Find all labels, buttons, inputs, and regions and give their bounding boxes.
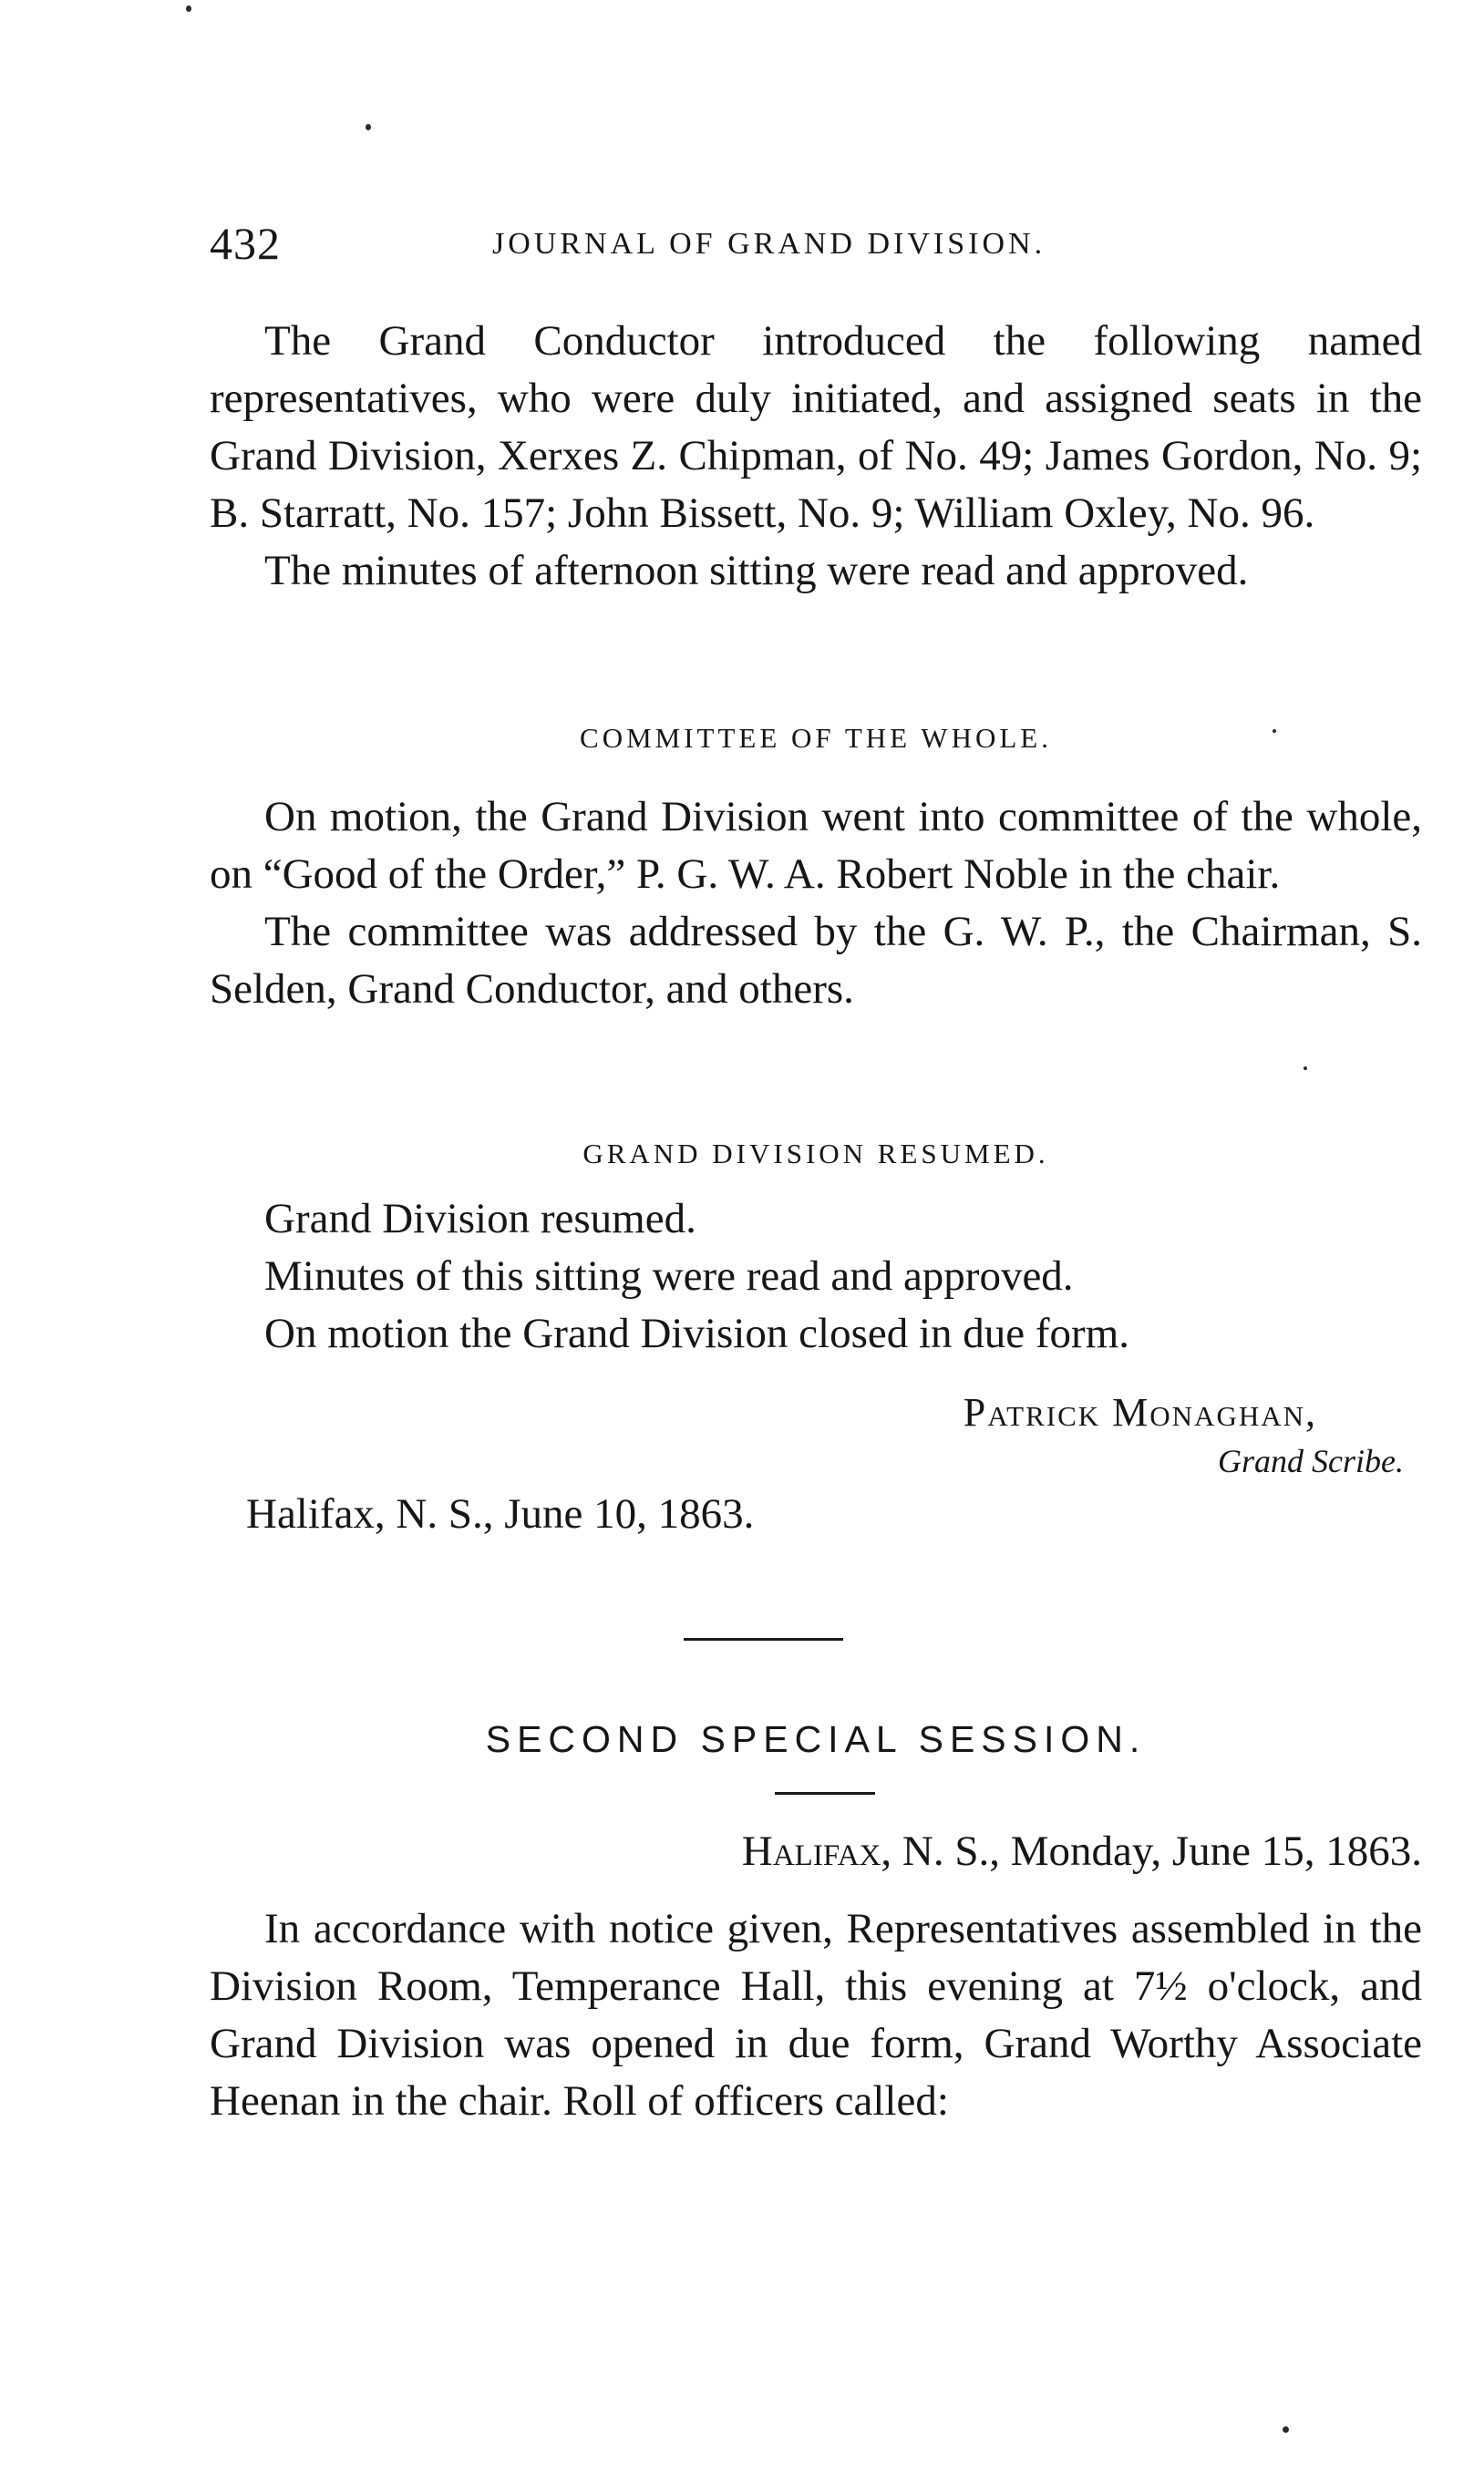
section-heading-resumed: GRAND DIVISION RESUMED. xyxy=(582,1138,1049,1169)
session-dateline-place: Halifax, xyxy=(741,1828,892,1875)
text-block-session xyxy=(210,1900,1422,2130)
session-rule xyxy=(775,1792,875,1795)
dateline: Halifax, N. S., June 10, 1863. xyxy=(246,1490,755,1538)
signature-block xyxy=(210,1387,1422,1488)
paragraph-session-opening: In accordance with notice given, Representatives assembled in the Division Room, Temperance Hall, this evening at 7½ o'clock, and Grand Division was opened in due form, Grand Worthy Associate Heenan in the chair. Roll of officers called: xyxy=(210,1905,1422,2125)
signature-title: Grand Scribe. xyxy=(1218,1443,1404,1479)
scan-speck xyxy=(366,124,371,130)
scan-speck xyxy=(1283,2426,1289,2433)
paragraph-committee-motion: On motion, the Grand Division went into committee of the whole, on “Good of the Order,” P. G. W. A. Robert Noble in the chair. xyxy=(210,793,1422,898)
page-number: 432 xyxy=(210,218,281,269)
paragraph-resumed: Grand Division resumed. xyxy=(264,1195,696,1242)
running-head: JOURNAL OF GRAND DIVISION. xyxy=(492,227,1046,261)
paragraph-minutes-afternoon: The minutes of afternoon sitting were read and approved. xyxy=(264,547,1249,594)
separator-rule xyxy=(684,1638,843,1641)
paragraph-initiation: The Grand Conductor introduced the following named representatives, who were duly initiated, and assigned seats in the Grand Division, Xerxes Z. Chipman, of No. 49; James Gordon, No. 9; B. Starratt, No. 157; John Bissett, No. 9; William Oxley, No. 96. xyxy=(210,317,1422,537)
text-block-intro xyxy=(210,313,1422,600)
text-block-committee xyxy=(210,788,1422,1018)
paragraph-closed: On motion the Grand Division closed in due form. xyxy=(264,1310,1129,1357)
session-title: SECOND SPECIAL SESSION. xyxy=(485,1718,1147,1760)
paragraph-minutes-sitting: Minutes of this sitting were read and approved. xyxy=(264,1252,1074,1300)
paragraph-committee-addressed: The committee was addressed by the G. W. P., the Chairman, S. Selden, Grand Conductor, and others. xyxy=(210,908,1422,1013)
signature-name: Patrick Monaghan, xyxy=(963,1390,1317,1435)
section-heading-committee: COMMITTEE OF THE WHOLE. xyxy=(580,722,1052,754)
session-dateline-rest: N. S., Monday, June 15, 1863. xyxy=(891,1828,1422,1875)
scan-speck xyxy=(186,5,191,12)
text-block-resumed xyxy=(210,1190,1422,1363)
session-dateline xyxy=(742,1823,1422,1880)
page-header xyxy=(210,211,1422,275)
scan-speck xyxy=(1304,1066,1307,1070)
